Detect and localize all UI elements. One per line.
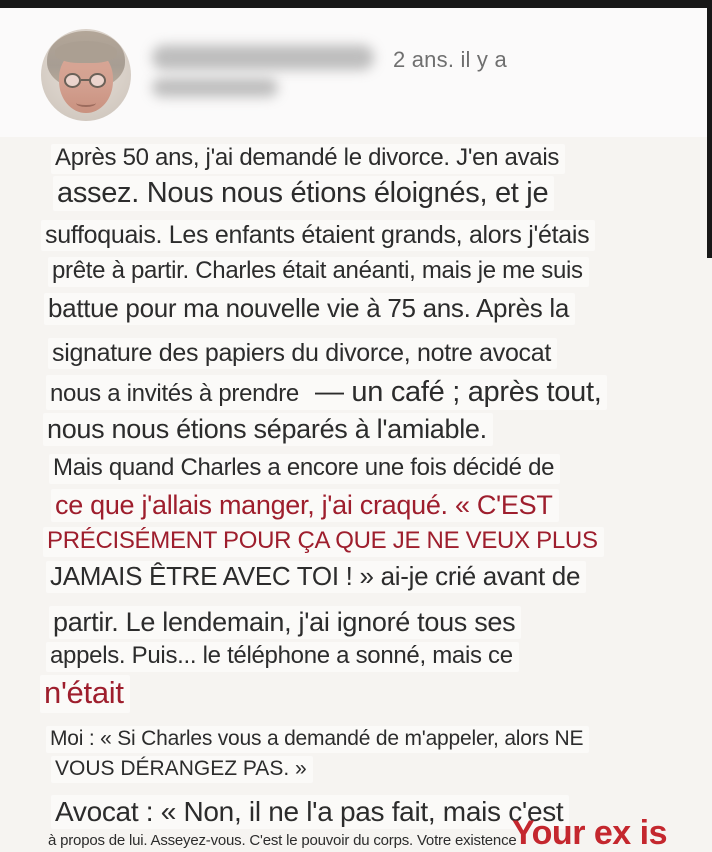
overlay-caption-red: Your ex is (512, 814, 667, 852)
caption-line: Avocat : « Non, il ne l'a pas fait, mais c'est (51, 795, 569, 829)
profile-avatar[interactable] (41, 29, 131, 121)
caption-segment-large: — un café ; après tout, (314, 376, 602, 408)
avatar-smile-shape (76, 99, 96, 107)
caption-line: JAMAIS ÊTRE AVEC TOI ! » ai-je crié avant de (46, 561, 586, 593)
caption-segment: nous a invités à prendre (50, 380, 299, 407)
avatar-glasses-left-icon (64, 73, 81, 88)
blurred-username[interactable] (152, 45, 374, 70)
caption-line-small: à propos de lui. Asseyez-vous. C'est le pouvoir du corps. Votre existence (48, 832, 517, 849)
caption-line: appels. Puis... le téléphone a sonné, mais ce (46, 642, 519, 672)
caption-line: battue pour ma nouvelle vie à 75 ans. Après la (44, 293, 575, 325)
caption-line-red: PRÉCISÉMENT POUR ÇA QUE JE NE VEUX PLUS (43, 527, 604, 557)
caption-line-red: ce que j'allais manger, j'ai craqué. « C'EST (51, 489, 559, 522)
caption-line: partir. Le lendemain, j'ai ignoré tous ses (49, 606, 521, 639)
caption-line: VOUS DÉRANGEZ PAS. » (51, 756, 313, 783)
caption-line: nous nous étions séparés à l'amiable. (43, 413, 493, 446)
caption-line: prête à partir. Charles était anéanti, mais je me suis (48, 257, 589, 287)
caption-line: suffoquais. Les enfants étaient grands, alors j'étais (41, 220, 595, 251)
caption-line: signature des papiers du divorce, notre avocat (48, 338, 557, 369)
caption-line: Après 50 ans, j'ai demandé le divorce. J'en avais (51, 144, 565, 174)
avatar-glasses-right-icon (89, 73, 106, 88)
caption-line (46, 375, 607, 410)
right-edge-bar (707, 0, 712, 258)
post-timestamp: 2 ans. il y a (393, 47, 507, 72)
caption-line: assez. Nous nous étions éloignés, et je (53, 176, 554, 211)
blurred-subtitle (152, 78, 278, 97)
caption-line: Moi : « Si Charles vous a demandé de m'appeler, alors NE (46, 726, 589, 753)
caption-line-red: n'était (40, 675, 130, 713)
avatar-fringe-shape (55, 41, 117, 63)
caption-line: Mais quand Charles a encore une fois décidé de (49, 454, 560, 484)
top-edge-bar (0, 0, 712, 8)
avatar-glasses-bridge (81, 79, 90, 81)
